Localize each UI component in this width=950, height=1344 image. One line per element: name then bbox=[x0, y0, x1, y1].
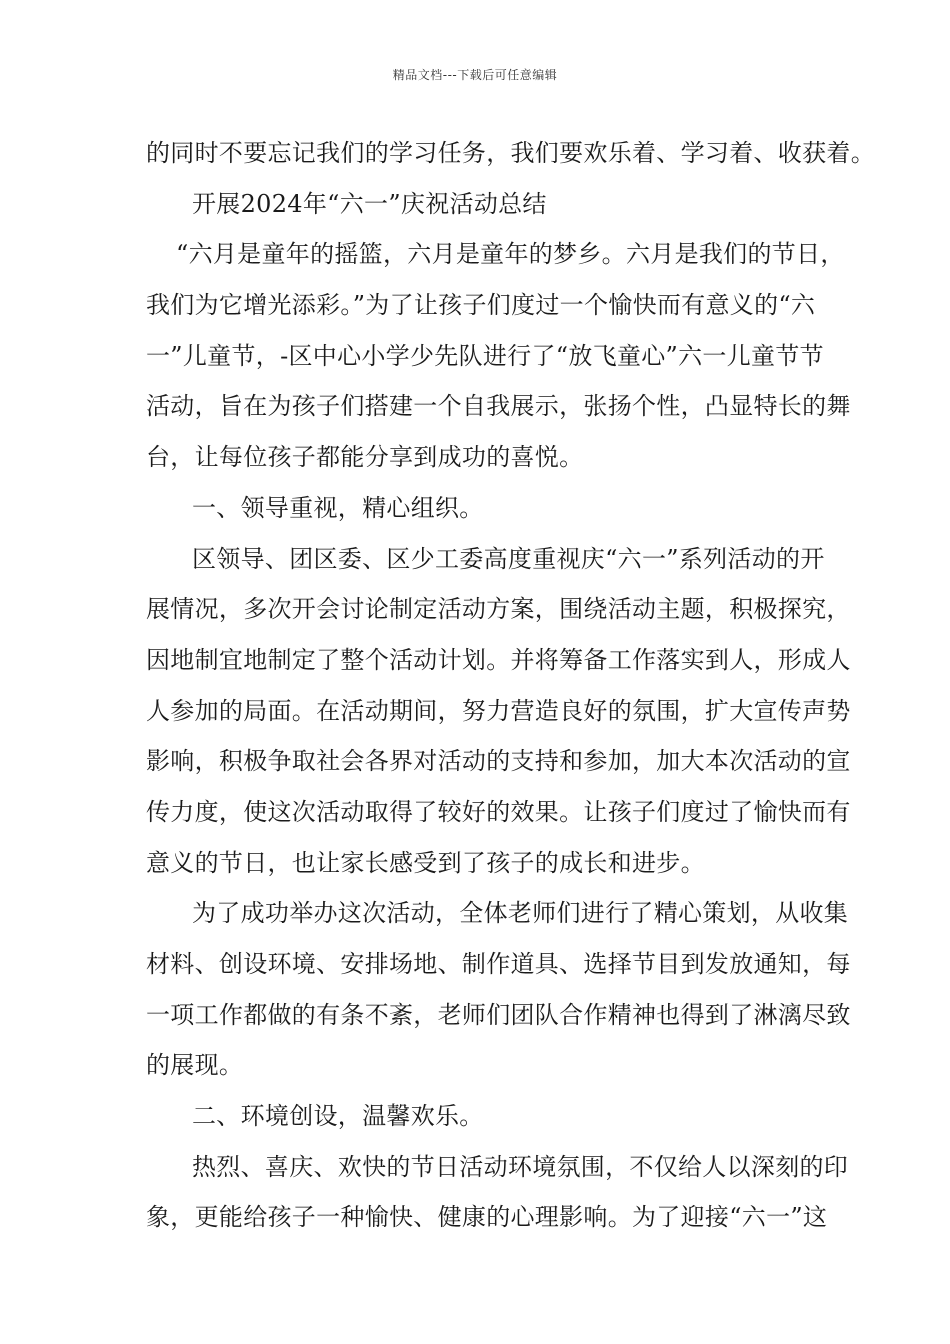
text-line: 影响，积极争取社会各界对活动的支持和参加，加大本次活动的宣 bbox=[146, 747, 851, 776]
document-body bbox=[146, 128, 875, 1243]
section-title: 开展2024年“六一”庆祝活动总结 bbox=[192, 189, 547, 218]
text-line: 活动，旨在为孩子们搭建一个自我展示，张扬个性，凸显特长的舞 bbox=[146, 392, 851, 421]
text-line: “六月是童年的摇篮，六月是童年的梦乡。六月是我们的节日， bbox=[176, 240, 845, 269]
text-line: 为了成功举办这次活动，全体老师们进行了精心策划，从收集 bbox=[192, 899, 849, 928]
text-line: 象，更能给孩子一种愉快、健康的心理影响。为了迎接“六一”这 bbox=[146, 1203, 828, 1232]
section-heading: 一、领导重视，精心组织。 bbox=[192, 493, 484, 522]
text-line: 区领导、团区委、区少工委高度重视庆“六一”系列活动的开 bbox=[192, 544, 825, 573]
text-line: 人参加的局面。在活动期间，努力营造良好的氛围，扩大宣传声势 bbox=[146, 696, 851, 725]
text-line: 我们为它增光添彩。”为了让孩子们度过一个愉快而有意义的“六 bbox=[146, 291, 816, 320]
text-line: 展情况，多次开会讨论制定活动方案，围绕活动主题，积极探究， bbox=[146, 595, 851, 624]
page-header: 精品文档---下载后可任意编辑 bbox=[392, 68, 558, 82]
text-line: 的展现。 bbox=[146, 1051, 244, 1080]
text-line: 一项工作都做的有条不紊，老师们团队合作精神也得到了淋漓尽致 bbox=[146, 1000, 851, 1029]
text-line: 的同时不要忘记我们的学习任务，我们要欢乐着、学习着、收获着。 bbox=[146, 139, 875, 167]
text-line: 热烈、喜庆、欢快的节日活动环境氛围，不仅给人以深刻的印 bbox=[192, 1152, 849, 1181]
section-heading: 二、环境创设，温馨欢乐。 bbox=[192, 1102, 484, 1131]
text-line: 传力度，使这次活动取得了较好的效果。让孩子们度过了愉快而有 bbox=[146, 797, 851, 826]
text-line: 台，让每位孩子都能分享到成功的喜悦。 bbox=[146, 443, 584, 472]
text-line: 因地制宜地制定了整个活动计划。并将筹备工作落实到人，形成人 bbox=[146, 645, 851, 674]
text-line: 材料、创设环境、安排场地、制作道具、选择节目到发放通知，每 bbox=[146, 950, 851, 978]
text-line: 一”儿童节，-区中心小学少先队进行了“放飞童心”六一儿童节节 bbox=[146, 341, 824, 370]
text-line: 意义的节日，也让家长感受到了孩子的成长和进步。 bbox=[146, 848, 705, 877]
